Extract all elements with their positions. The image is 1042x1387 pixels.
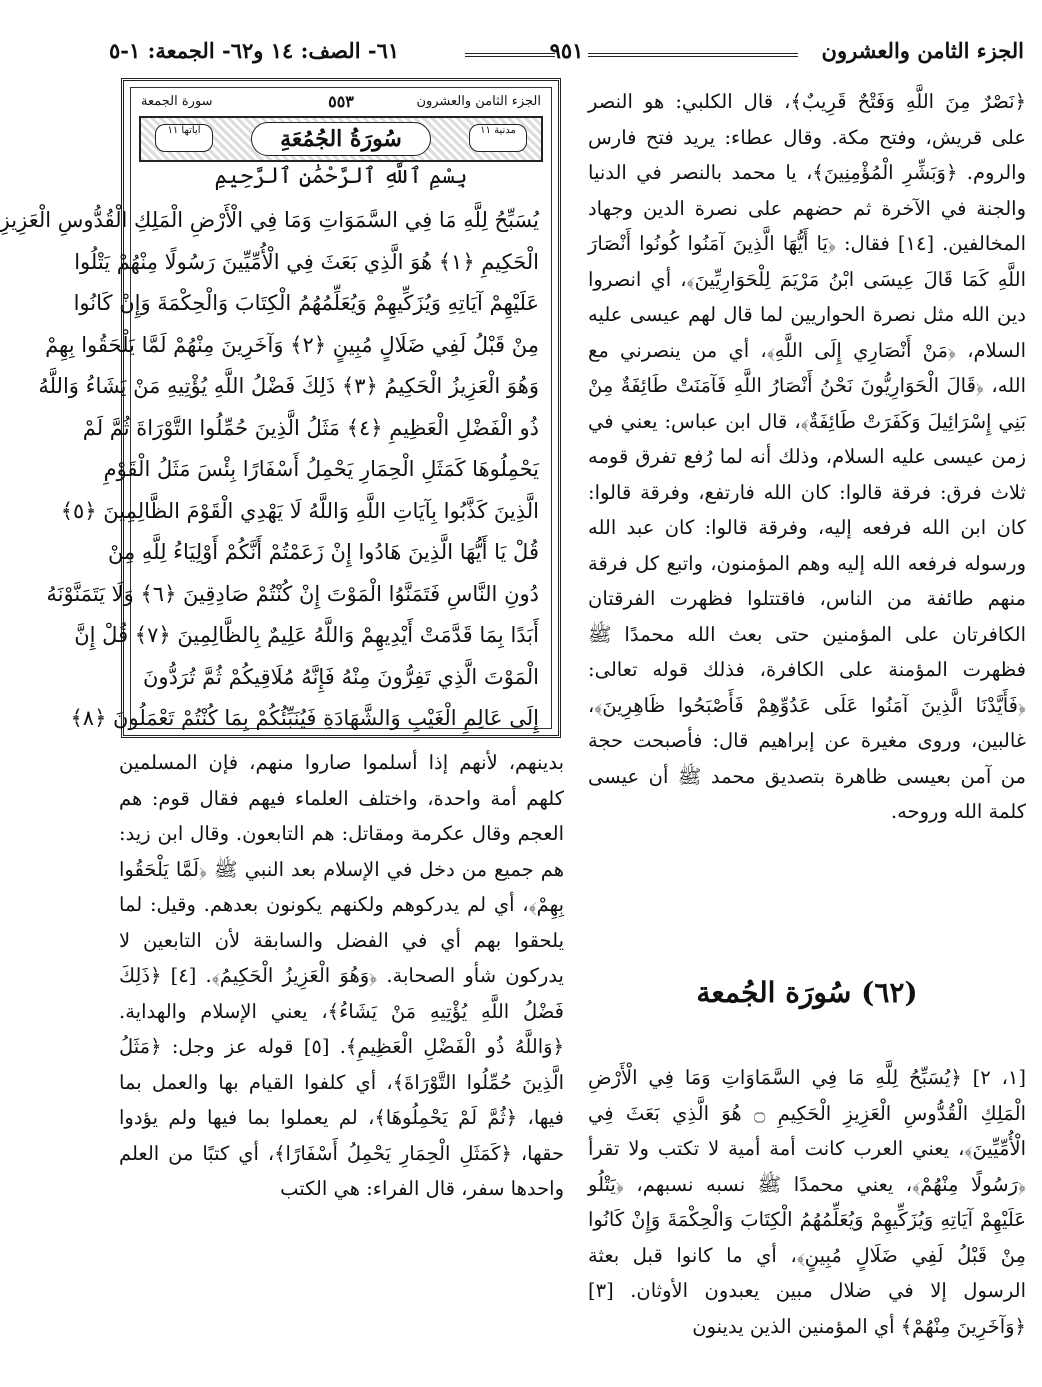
verse-line: ذُو الْفَضْلِ الْعَظِيمِ ﴿٤﴾ مَثَلُ الَّذِينَ حُمِّلُوا التَّوْرَاةَ ثُمَّ لَمْ [82, 415, 539, 440]
verse-line: مِنْ قَبْلُ لَفِي ضَلَالٍ مُبِينٍ ﴿٢﴾ وَآخَرِينَ مِنْهُمْ لَمَّا يَلْحَقُوا بِهِمْ [45, 332, 539, 357]
tafsir-text: ﴿نَصْرٌ مِنَ اللَّهِ وَفَتْحٌ قَرِيبٌ﴾، قال الكلبي: هو النصر على قريش، وفتح مكة. وقال عطاء: يريد فتح فارس والروم. ﴿وَبَشِّرِ الْمُؤْمِنِينَ﴾، يا محمد بالنصر في الدنيا والجنة في الآخرة ثم حضهم على نصرة الدين وجهاد المخالفين. [١٤] فقال: ﴿يَا أَيُّهَا الَّذِينَ آمَنُوا كُونُوا أَنْصَارَ اللَّهِ كَمَا قَالَ عِيسَى ابْنُ مَرْيَمَ لِلْحَوَارِيِّينَ﴾، أي انصروا دين الله مثل نصرة الحواريين لما قال لهم عيسى عليه السلام، ﴿مَنْ أَنْصَارِي إِلَى اللَّهِ﴾، أي من ينصرني مع الله، ﴿قَالَ الْحَوَارِيُّونَ نَحْنُ أَنْصَارُ اللَّهِ فَآمَنَتْ طَائِفَةٌ مِنْ بَنِي إِسْرَائِيلَ وَكَفَرَتْ طَائِفَةٌ﴾، قال ابن عباس: يعني في زمن عيسى عليه السلام، وذلك أنه لما رُفع تفرق قومه ثلاث فرق: فرقة قالوا: كان الله فارتفع، وفرقة قالوا: كان ابن الله فرفعه إليه، وفرقة قالوا: كان عبد الله ورسوله فرفعه الله إليه وهم المؤمنون، واتبع كل فرقة منهم طائفة من الناس، فاقتتلوا فظهرت الفرقتان الكافرتان على المؤمنين حتى بعث الله محمدًا ﷺ فظهرت المؤمنة على الكافرة، فذلك قوله تعالى: ﴿فَأَيَّدْنَا الَّذِينَ آمَنُوا عَلَى عَدُوِّهِمْ فَأَصْبَحُوا ظَاهِرِينَ﴾، غالبين، وروى مغيرة عن إبراهيم قال: فأصبحت حجة من آمن بعيسى ظاهرة بتصديق محمد ﷺ أن عيسى كلمة الله وروحه. [588, 90, 1026, 823]
verse-line: الْحَكِيمِ ﴿١﴾ هُوَ الَّذِي بَعَثَ فِي الْأُمِّيِّينَ رَسُولًا مِنْهُمْ يَتْلُوا [74, 249, 539, 274]
surah-range: ٦١- الصف: ١٤ و٦٢- الجمعة: ١-٥ [109, 38, 400, 63]
banner-cartouche-left: آياتها ١١ [155, 124, 213, 152]
mushaf-top-strip [141, 92, 541, 116]
verse-line: قُلْ يَا أَيُّهَا الَّذِينَ هَادُوا إِنْ زَعَمْتُمْ أَنَّكُمْ أَوْلِيَاءُ لِلَّهِ مِنْ [107, 540, 539, 564]
verses-block [0, 200, 539, 740]
mushaf-page-image [0, 78, 561, 738]
verse-line: دُونِ النَّاسِ فَتَمَنَّوُا الْمَوْتَ إِنْ كُنْتُمْ صَادِقِينَ ﴿٦﴾ وَلَا يَتَمَنَّوْنَهُ [46, 581, 539, 606]
surah-banner [139, 116, 543, 162]
verse-line: يَحْمِلُوهَا كَمَثَلِ الْحِمَارِ يَحْمِلُ أَسْفَارًا بِئْسَ مَثَلُ الْقَوْمِ [103, 457, 539, 481]
banner-cartouche-right: مدنية ١١ [469, 124, 527, 152]
mushaf-frame [0, 87, 552, 730]
left-column-bottom [119, 745, 564, 1207]
verse-line: الْمَوْتَ الَّذِي تَفِرُّونَ مِنْهُ فَإِنَّهُ مُلَاقِيكُمْ ثُمَّ تُرَدُّونَ [143, 664, 539, 689]
verse-line: وَهُوَ الْعَزِيزُ الْحَكِيمُ ﴿٣﴾ ذَلِكَ فَضْلُ اللَّهِ يُؤْتِيهِ مَنْ يَشَاءُ وَاللَّهُ [38, 374, 539, 398]
verse-line: إِلَى عَالِمِ الْغَيْبِ وَالشَّهَادَةِ فَيُنَبِّئُكُمْ بِمَا كُنْتُمْ تَعْمَلُونَ ﴿٨﴾ [70, 706, 539, 730]
surah-heading: (٦٢) سُورَة الجُمعة [696, 976, 918, 1009]
tafsir-text: بدينهم، لأنهم إذا أسلموا صاروا منهم، فإن المسلمين كلهم أمة واحدة، واختلف العلماء فيهم فقال قوم: هم العجم وقال عكرمة ومقاتل: هم التابعون. وقال ابن زيد: هم جميع من دخل في الإسلام بعد النبي ﷺ ﴿لَمَّا يَلْحَقُوا بِهِمْ﴾، أي لم يدركوهم ولكنهم يكونون بعدهم. وقيل: لما يلحقوا بهم أي في الفضل والسابقة لأن التابعين لا يدركون شأو الصحابة. ﴿وَهُوَ الْعَزِيزُ الْحَكِيمُ﴾. [٤] ﴿ذَلِكَ فَضْلُ اللَّهِ يُؤْتِيهِ مَنْ يَشَاءُ﴾، يعني الإسلام والهداية. ﴿وَاللَّهُ ذُو الْفَضْلِ الْعَظِيمِ﴾. [٥] قوله عز وجل: ﴿مَثَلُ الَّذِينَ حُمِّلُوا التَّوْرَاةَ﴾، أي كلفوا القيام بها والعمل بما فيها، ﴿ثُمَّ لَمْ يَحْمِلُوهَا﴾، لم يعملوا بما فيها ولم يؤدوا حقها، ﴿كَمَثَلِ الْحِمَارِ يَحْمِلُ أَسْفَارًا﴾، أي كتبًا من العلم واحدها سفر، قال الفراء: هي الكتب [119, 751, 565, 1200]
verse-line: الَّذِينَ كَذَّبُوا بِآيَاتِ اللَّهِ وَاللَّهُ لَا يَهْدِي الْقَوْمَ الظَّالِمِينَ ﴿٥﴾ [60, 498, 539, 523]
tafsir-text: [١، ٢] ﴿يُسَبِّحُ لِلَّهِ مَا فِي السَّمَاوَاتِ وَمَا فِي الْأَرْضِ الْمَلِكِ الْقُدُّوسِ الْعَزِيزِ الْحَكِيمِ ۝ هُوَ الَّذِي بَعَثَ فِي الْأُمِّيِّينَ﴾، يعني العرب كانت أمة أمية لا تكتب ولا تقرأ ﴿رَسُولًا مِنْهُمْ﴾، يعني محمدًا ﷺ نسبه نسبهم، ﴿يَتْلُو عَلَيْهِمْ آيَاتِهِ وَيُزَكِّيهِمْ وَيُعَلِّمُهُمُ الْكِتَابَ وَالْحِكْمَةَ وَإِنْ كَانُوا مِنْ قَبْلُ لَفِي ضَلَالٍ مُبِينٍ﴾، أي ما كانوا قبل بعثة الرسول إلا في ضلال مبين يعبدون الأوثان. [٣] ﴿وَآخَرِينَ مِنْهُمْ﴾ أي المؤمنين الذين يدينون [588, 1066, 1026, 1338]
verse-line: عَلَيْهِمْ آيَاتِهِ وَيُزَكِّيهِمْ وَيُعَلِّمُهُمُ الْكِتَابَ وَالْحِكْمَةَ وَإِنْ كَانُوا [73, 291, 539, 315]
right-column-top [588, 84, 1026, 830]
verse-line: أَبَدًا بِمَا قَدَّمَتْ أَيْدِيهِمْ وَاللَّهُ عَلِيمٌ بِالظَّالِمِينَ ﴿٧﴾ قُلْ إِنَّ [74, 623, 539, 647]
verse-line: يُسَبِّحُ لِلَّهِ مَا فِي السَّمَوَاتِ وَمَا فِي الْأَرْضِ الْمَلِكِ الْقُدُّوسِ الْعَزِيزِ [0, 208, 539, 232]
mushaf-surah-label: سورة الجمعة [141, 94, 213, 109]
mushaf-juz-label: الجزء الثامن والعشرون [416, 94, 541, 109]
page-number: ٩٥١ [549, 38, 584, 63]
banner-surah-name: سُورَةُ الجُمُعَةِ [251, 122, 431, 156]
mushaf-page-number: ٥٥٣ [328, 92, 354, 111]
right-column-bottom [588, 1060, 1026, 1344]
juz-title: الجزء الثامن والعشرون [821, 38, 1024, 63]
page-header [105, 38, 1028, 72]
basmala: بِسْمِ ٱللَّهِ ٱلرَّحْمَٰنِ ٱلرَّحِيمِ [214, 164, 468, 189]
header-rule-left [465, 53, 555, 57]
